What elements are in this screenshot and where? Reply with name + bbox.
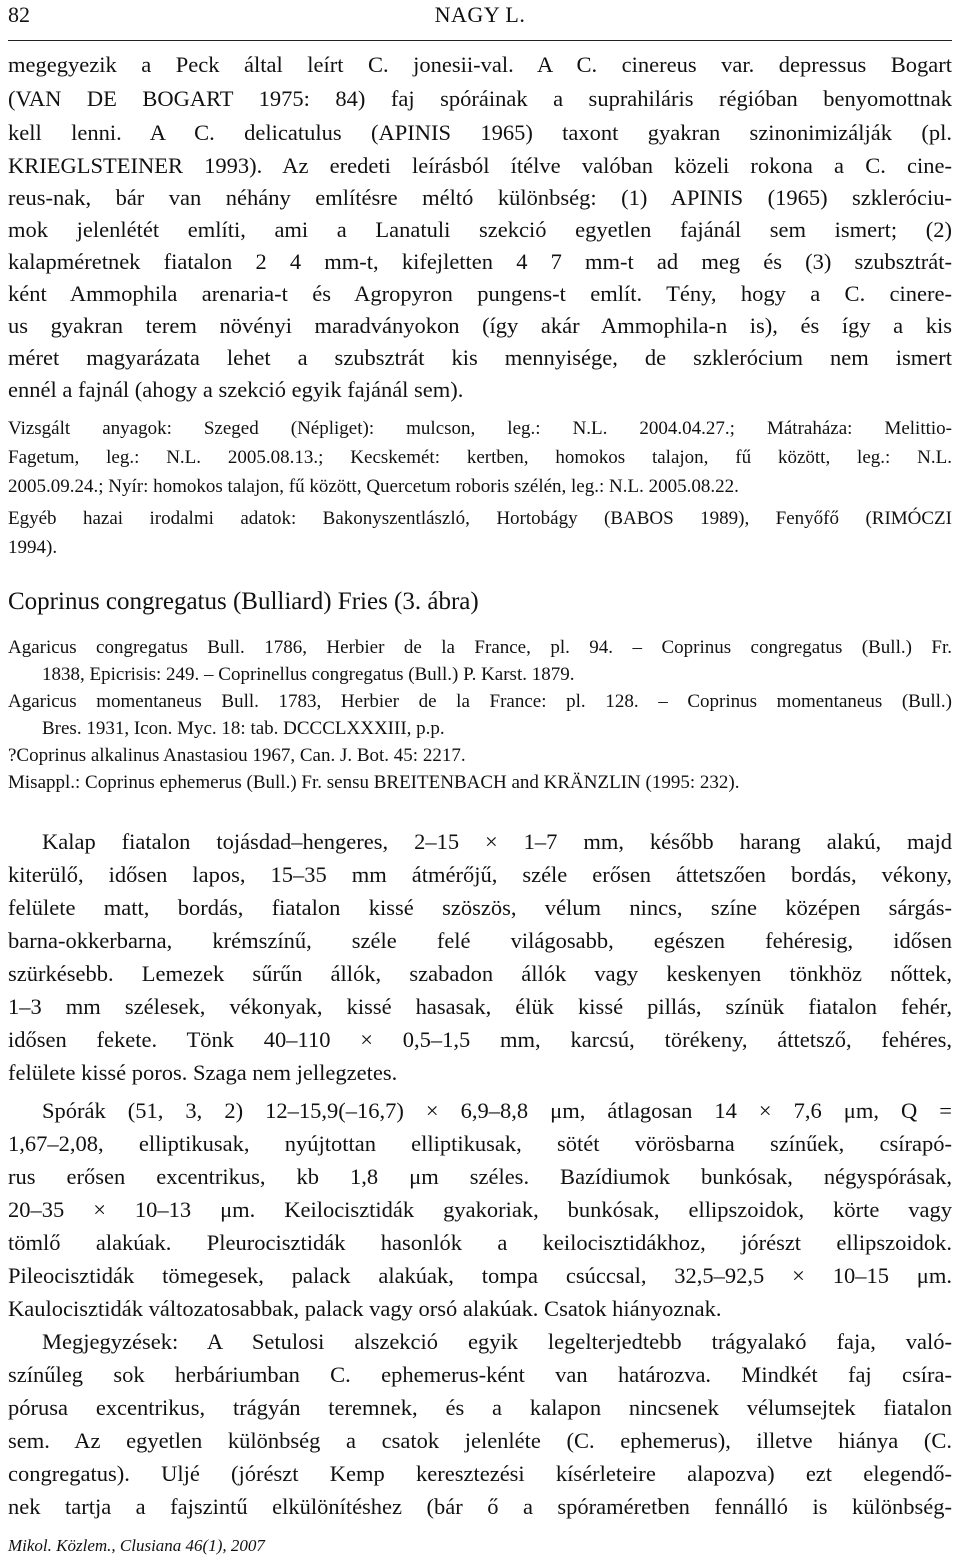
description-line: idősen fekete. Tönk 40–110 × 0,5–1,5 mm, karcsú, törékeny, áttetsző, fehéres, [8, 1027, 952, 1052]
description-line: felülete matt, bordás, fiatalon kissé szöszös, vélum nincs, színe középen sárgás- [8, 895, 952, 920]
para1-line: mok jelenlétét említi, ami a Lanatuli szekció egyetlen fajánál sem ismert; (2) [8, 217, 952, 242]
para1-line: ennél a fajnál (ahogy a szekció egyik fajánál sem). [8, 377, 464, 402]
notes-line: pórusa excentrikus, trágyán teremnek, és a kalapon nincsenek vélumsejtek fiatalon [8, 1395, 952, 1420]
notes-line: Megjegyzések: A Setulosi alszekció egyik legelterjedtebb trágyalakó faja, való- [42, 1329, 952, 1354]
para1-line: méret magyarázata lehet a szubsztrát kis mennyisége, de szklerócium nem ismert [8, 345, 952, 370]
para1-line: kalapméretnek fiatalon 2 4 mm-t, kifejletten 4 7 mm-t ad meg és (3) szubsztrát- [8, 249, 952, 274]
synonym-line: ?Coprinus alkalinus Anastasiou 1967, Can. J. Bot. 45: 2217. [8, 745, 466, 766]
para1-line: kell lenni. A C. delicatulus (APINIS 1965) taxont gyakran szinonimizálják (pl. [8, 120, 952, 145]
synonym-line: Agaricus momentaneus Bull. 1783, Herbier de la France: pl. 128. – Coprinus momentaneus (Bull.) [8, 691, 952, 712]
synonym-line: Agaricus congregatus Bull. 1786, Herbier de la France, pl. 94. – Coprinus congregatus (Bull.) Fr. [8, 637, 952, 658]
description-line: szürkésebb. Lemezek sűrűn állók, szabadon állók vagy keskenyen tönkhöz nőttek, [8, 961, 952, 986]
spores-line: 1,67–2,08, elliptikusak, nyújtottan elliptikusak, sötét vörösbarna színűek, csírapó- [8, 1131, 952, 1156]
header-rule [8, 40, 952, 41]
description-line: kiterülő, idősen lapos, 15–35 mm átmérőjű, széle erősen áttetszően bordás, vékony, [8, 862, 952, 887]
spores-line: rus erősen excentrikus, kb 1,8 μm széles. Bazídiumok bunkósak, négyspórásak, [8, 1164, 952, 1189]
synonym-line: Misappl.: Coprinus ephemerus (Bull.) Fr. sensu BREITENBACH and KRÄNZLIN (1995: 232). [8, 772, 740, 793]
examined-line: Vizsgált anyagok: Szeged (Népliget): mulcson, leg.: N.L. 2004.04.27.; Mátraháza: Melittio- [8, 418, 952, 439]
para1-line: (VAN DE BOGART 1975: 84) faj spóráinak a suprahiláris régióban benyomottnak [8, 86, 952, 111]
description-line: Kalap fiatalon tojásdad–hengeres, 2–15 × 1–7 mm, később harang alakú, majd [42, 829, 952, 854]
spores-line: 20–35 × 10–13 μm. Keilocisztidák gyakoriak, bunkósak, ellipszoidok, körte vagy [8, 1197, 952, 1222]
running-title: NAGY L. [434, 2, 526, 27]
journal-footer: Mikol. Közlem., Clusiana 46(1), 2007 [8, 1536, 265, 1555]
description-line: felülete kissé poros. Szaga nem jellegzetes. [8, 1060, 398, 1085]
examined-line: 2005.09.24.; Nyír: homokos talajon, fű között, Quercetum roboris szélén, leg.: N.L. 2005.08.22. [8, 476, 739, 497]
spores-line: tömlő alakúak. Pleurocisztidák hasonlók a keilocisztidákhoz, jórészt ellipszoidok. [8, 1230, 952, 1255]
synonym-line: Bres. 1931, Icon. Myc. 18: tab. DCCCLXXXIII, p.p. [42, 718, 445, 739]
literature-line: 1994). [8, 537, 58, 558]
spores-line: Pileocisztidák tömegesek, palack alakúak, tompa csúccsal, 32,5–92,5 × 10–15 μm. [8, 1263, 952, 1288]
species-heading: Coprinus congregatus (Bulliard) Fries (3. ábra) [8, 588, 479, 615]
page-number: 82 [8, 2, 30, 27]
examined-line: Fagetum, leg.: N.L. 2005.08.13.; Kecskemét: kertben, homokos talajon, fű között, leg.: N.L. [8, 447, 952, 468]
notes-line: sem. Az egyetlen különbség a csatok jelenléte (C. ephemerus), illetve hiánya (C. [8, 1428, 952, 1453]
synonym-line: 1838, Epicrisis: 249. – Coprinellus congregatus (Bull.) P. Karst. 1879. [42, 664, 575, 685]
spores-line: Spórák (51, 3, 2) 12–15,9(–16,7) × 6,9–8,8 μm, átlagosan 14 × 7,6 μm, Q = [42, 1098, 952, 1123]
spores-line: Kaulocisztidák változatosabbak, palack vagy orsó alakúak. Csatok hiányoznak. [8, 1296, 722, 1321]
para1-line: ként Ammophila arenaria-t és Agropyron pungens-t említ. Tény, hogy a C. cinere- [8, 281, 952, 306]
para1-line: reus-nak, bár van néhány említésre méltó különbség: (1) APINIS (1965) szkleróciu- [8, 185, 952, 210]
notes-line: congregatus). Ulјé (jórészt Kemp keresztezési kísérleteire alapozva) ezt elegendő- [8, 1461, 952, 1486]
para1-line: megegyezik a Peck által leírt C. jonesii-val. A C. cinereus var. depressus Bogart [8, 52, 952, 77]
literature-line: Egyéb hazai irodalmi adatok: Bakonyszentlászló, Hortobágy (BABOS 1989), Fenyőfő (RIMÓCZI [8, 508, 952, 529]
para1-line: KRIEGLSTEINER 1993). Az eredeti leírásból ítélve valóban közeli rokona a C. cine- [8, 153, 952, 178]
description-line: 1–3 mm szélesek, vékonyak, kissé hasasak, élük kissé pillás, színük fiatalon fehér, [8, 994, 952, 1019]
para1-line: us gyakran terem növényi maradványokon (így akár Ammophila-n is), és így a kis [8, 313, 952, 338]
notes-line: színűleg sok herbáriumban C. ephemerus-ként van határozva. Mindkét faj csíra- [8, 1362, 952, 1387]
description-line: barna-okkerbarna, krémszínű, széle felé világosabb, egészen fehéresig, idősen [8, 928, 952, 953]
notes-line: nek tartja a fajszintű elkülönítéshez (bár ő a spóraméretben fennálló is különbség- [8, 1494, 952, 1519]
